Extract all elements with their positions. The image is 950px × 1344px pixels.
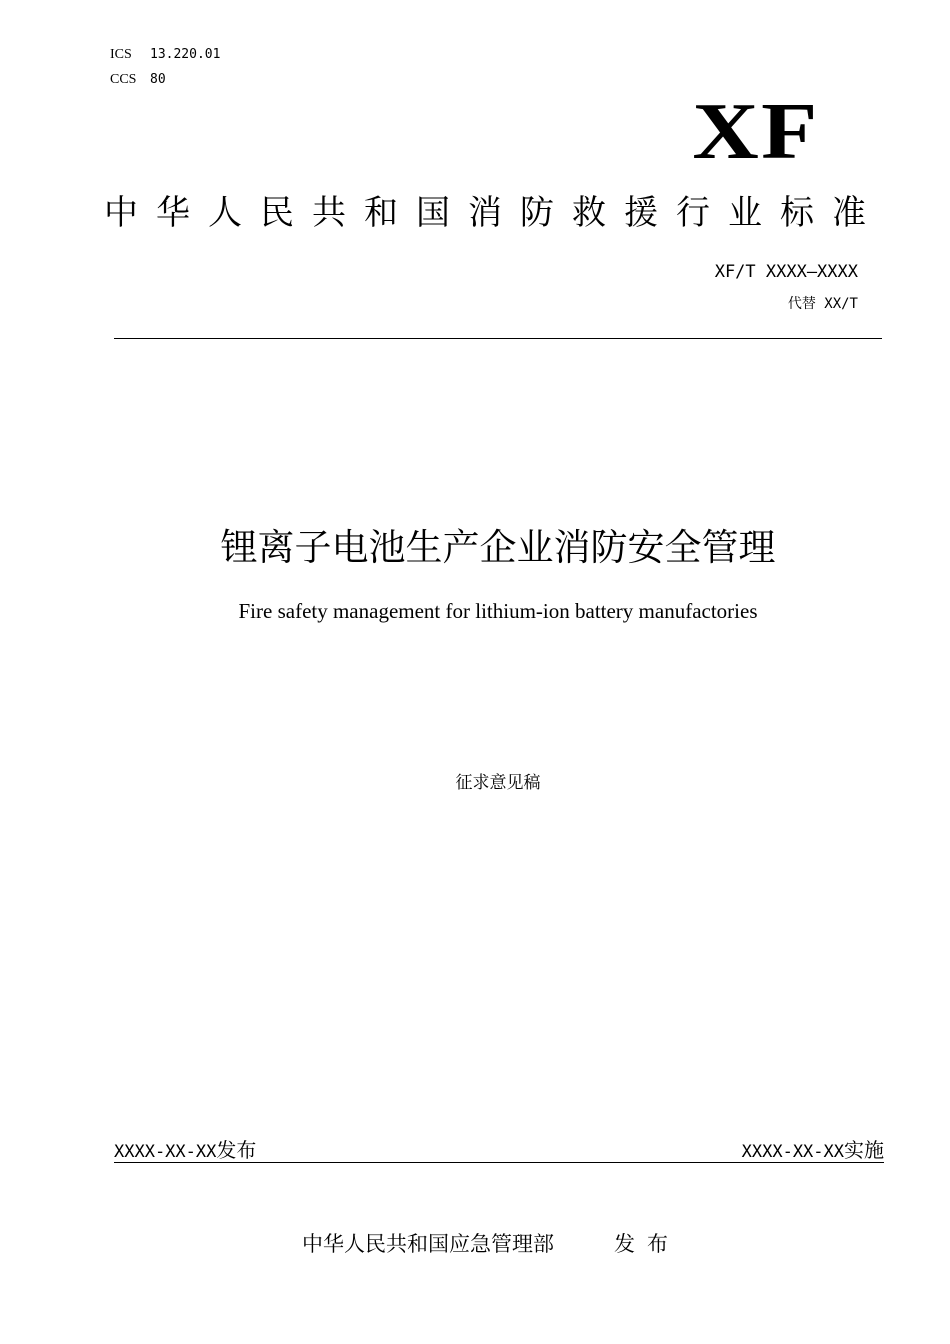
ccs-value: 80 bbox=[150, 72, 166, 87]
document-title-chinese: 锂离子电池生产企业消防安全管理 bbox=[220, 526, 776, 569]
ics-code-row bbox=[110, 47, 220, 63]
ccs-label: CCS bbox=[110, 72, 137, 87]
ccs-code-row bbox=[110, 72, 166, 88]
issuing-verb: 发布 bbox=[614, 1232, 680, 1256]
issuing-authority: 中华人民共和国应急管理部 bbox=[302, 1232, 554, 1256]
issue-date: XXXX-XX-XX bbox=[114, 1142, 217, 1162]
standard-category-title: 中华人民共和国消防救援行业标准 bbox=[104, 193, 884, 233]
ics-value: 13.220.01 bbox=[150, 47, 221, 62]
issue-date-block bbox=[114, 1134, 256, 1163]
ics-label: ICS bbox=[110, 47, 132, 62]
xf-logo: XF bbox=[692, 88, 820, 176]
footer-divider bbox=[114, 1162, 884, 1163]
standard-number: XF/T XXXX—XXXX bbox=[714, 262, 858, 282]
replaces-standard: 代替 XX/T bbox=[787, 296, 858, 312]
document-title-english: Fire safety management for lithium-ion battery manufactories bbox=[238, 599, 758, 623]
draft-status: 征求意见稿 bbox=[455, 773, 541, 792]
issue-label: 发布 bbox=[216, 1138, 257, 1162]
header-divider bbox=[114, 338, 882, 339]
implementation-date: XXXX-XX-XX bbox=[741, 1142, 844, 1162]
implementation-label: 实施 bbox=[844, 1138, 884, 1162]
implementation-date-block bbox=[742, 1134, 884, 1163]
